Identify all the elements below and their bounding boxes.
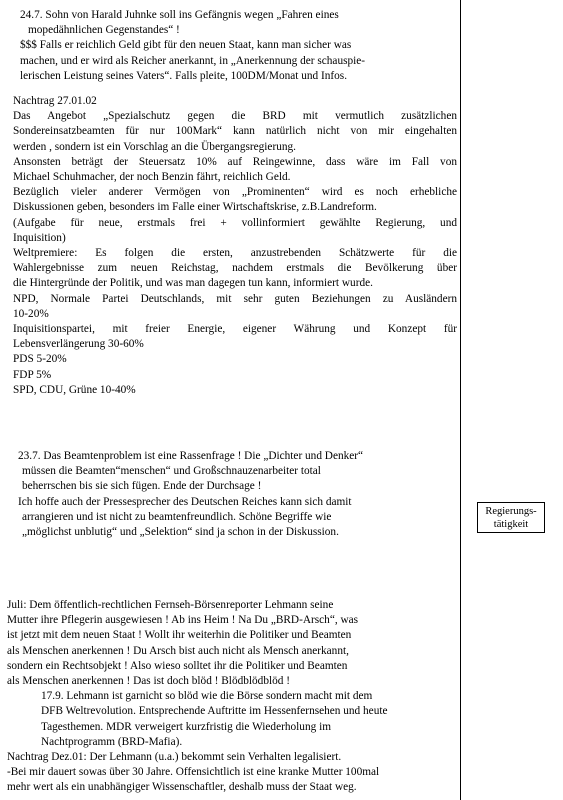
text-line: SPD, CDU, Grüne 10-40% bbox=[13, 383, 136, 396]
text-line: -Bei mir dauert sowas über 30 Jahre. Offensichtlich ist eine kranke Mutter 100mal bbox=[7, 766, 380, 779]
text-line: PDS 5-20% bbox=[13, 353, 67, 366]
text-line: Lebensverlängerung 30-60% bbox=[13, 338, 144, 351]
text-line: Weltpremiere: Es folgen die ersten, anzustrebenden Schätzwerte für die bbox=[13, 247, 457, 260]
text-line: Das Angebot „Spezialschutz gegen die BRD mit vermutlich zusätzlichen bbox=[13, 110, 457, 123]
text-line: Sondereinsatzbeamten für nur 100Mark“ kann natürlich nicht von mir eingehalten bbox=[13, 125, 457, 138]
text-line: sondern ein Rechtsobjekt ! Also wieso solltet ihr die Politiker und Beamten bbox=[7, 659, 348, 672]
text-line: Nachtrag Dez.01: Der Lehmann (u.a.) bekommt sein Verhalten legalisiert. bbox=[7, 751, 342, 764]
text-line: mopedähnlichen Gegenstandes“ ! bbox=[28, 24, 180, 37]
text-line: ist jetzt mit dem neuen Staat ! Wollt ihr weiterhin die Politiker und Beamten bbox=[7, 629, 352, 642]
margin-note-line: tätigkeit bbox=[493, 519, 529, 530]
text-line: Inquisition) bbox=[13, 231, 66, 244]
entry-beamtenproblem bbox=[18, 449, 448, 540]
text-line: Inquisitionspartei, mit freier Energie, eigener Währung und Konzept für bbox=[13, 323, 457, 336]
text-line: mehr wert als ein unabhängiger Wissenschaftler, deshalb muss der Staat weg. bbox=[7, 781, 357, 794]
text-line: arrangieren und ist nicht zu beamtenfreundlich. Schöne Begriffe wie bbox=[22, 510, 332, 523]
text-line: Ansonsten beträgt der Steuersatz 10% auf Reingewinne, dass wäre im Fall von bbox=[13, 155, 457, 168]
text-line: $$$ Falls er reichlich Geld gibt für den neuen Staat, kann man sicher was bbox=[20, 39, 352, 52]
margin-note-box bbox=[477, 502, 545, 533]
text-line: 23.7. Das Beamtenproblem ist eine Rassenfrage ! Die „Dichter und Denker“ bbox=[18, 450, 364, 462]
text-line: als Menschen anerkennen ! Du Arsch bist auch nicht als Mensch anerkannt, bbox=[7, 644, 349, 657]
margin-divider-line bbox=[460, 0, 461, 800]
sub-entry-line: DFB Weltrevolution. Entsprechende Auftritte im Hessenfernsehen und heute bbox=[41, 705, 388, 718]
sub-entry-line: Tagesthemen. MDR verweigert kurzfristig die Wiederholung im bbox=[41, 720, 331, 733]
entry-juhnke bbox=[20, 8, 440, 84]
text-line: die Hintergründe der Politik, und was man dagegen tun kann, informiert wurde. bbox=[13, 277, 373, 290]
entry-lehmann bbox=[7, 598, 447, 796]
text-line: NPD, Normale Partei Deutschlands, mit sehr guten Beziehungen zu Ausländern bbox=[13, 292, 457, 305]
text-line: Diskussionen geben, besonders im Falle einer Wirtschaftskrise, z.B.Landreform. bbox=[13, 201, 377, 214]
text-line: als Menschen anerkennen ! Das ist doch blöd ! Blödblödblöd ! bbox=[7, 675, 290, 688]
sub-entry-line: Nachtprogramm (BRD-Mafia). bbox=[41, 735, 183, 748]
text-line: beherrschen bis sie sich fügen. Ende der Durchsage ! bbox=[22, 480, 262, 493]
entry-nachtrag-27-01-02 bbox=[13, 94, 457, 398]
text-line: 24.7. Sohn von Harald Juhnke soll ins Gefängnis wegen „Fahren eines bbox=[20, 9, 339, 21]
sub-entry-line: 17.9. Lehmann ist garnicht so blöd wie die Börse sondern macht mit dem bbox=[41, 690, 373, 703]
entry-heading: Nachtrag 27.01.02 bbox=[13, 95, 97, 107]
margin-note-line: Regierungs- bbox=[485, 506, 537, 517]
text-line: „möglichst unblutig“ und „Selektion“ sind ja schon in der Diskussion. bbox=[22, 526, 339, 539]
text-line: 10-20% bbox=[13, 307, 49, 320]
text-line: Michael Schuhmacher, der noch Benzin fährt, reichlich Geld. bbox=[13, 171, 291, 184]
text-line: werden , sondern ist ein Vorschlag an die Übergangsregierung. bbox=[13, 140, 296, 153]
text-line: lerischen Leistung seines Vaters“. Falls pleite, 100DM/Monat und Infos. bbox=[20, 69, 348, 82]
text-line: FDP 5% bbox=[13, 368, 52, 381]
text-line: (Aufgabe für neue, erstmals frei + vollinformiert gewählte Regierung, und bbox=[13, 216, 457, 229]
text-line: Bezüglich vieler anderer Vermögen von „Prominenten“ wird es noch erhebliche bbox=[13, 186, 457, 199]
text-line: machen, und er wird als Reicher anerkannt, in „Anerkennung der schauspie- bbox=[20, 54, 366, 67]
text-line: Juli: Dem öffentlich-rechtlichen Fernseh-Börsenreporter Lehmann seine bbox=[7, 599, 334, 611]
text-line: müssen die Beamten“menschen“ und Großschnauzenarbeiter total bbox=[22, 465, 321, 478]
text-line: Ich hoffe auch der Pressesprecher des Deutschen Reiches kann sich damit bbox=[18, 495, 352, 508]
text-line: Wahlergebnisse zum neuen Reichstag, nachdem erstmals die Bevölkerung über bbox=[13, 262, 457, 275]
text-line: Mutter ihre Pflegerin ausgewiesen ! Ab ins Heim ! Na Du „BRD-Arsch“, was bbox=[7, 614, 359, 627]
